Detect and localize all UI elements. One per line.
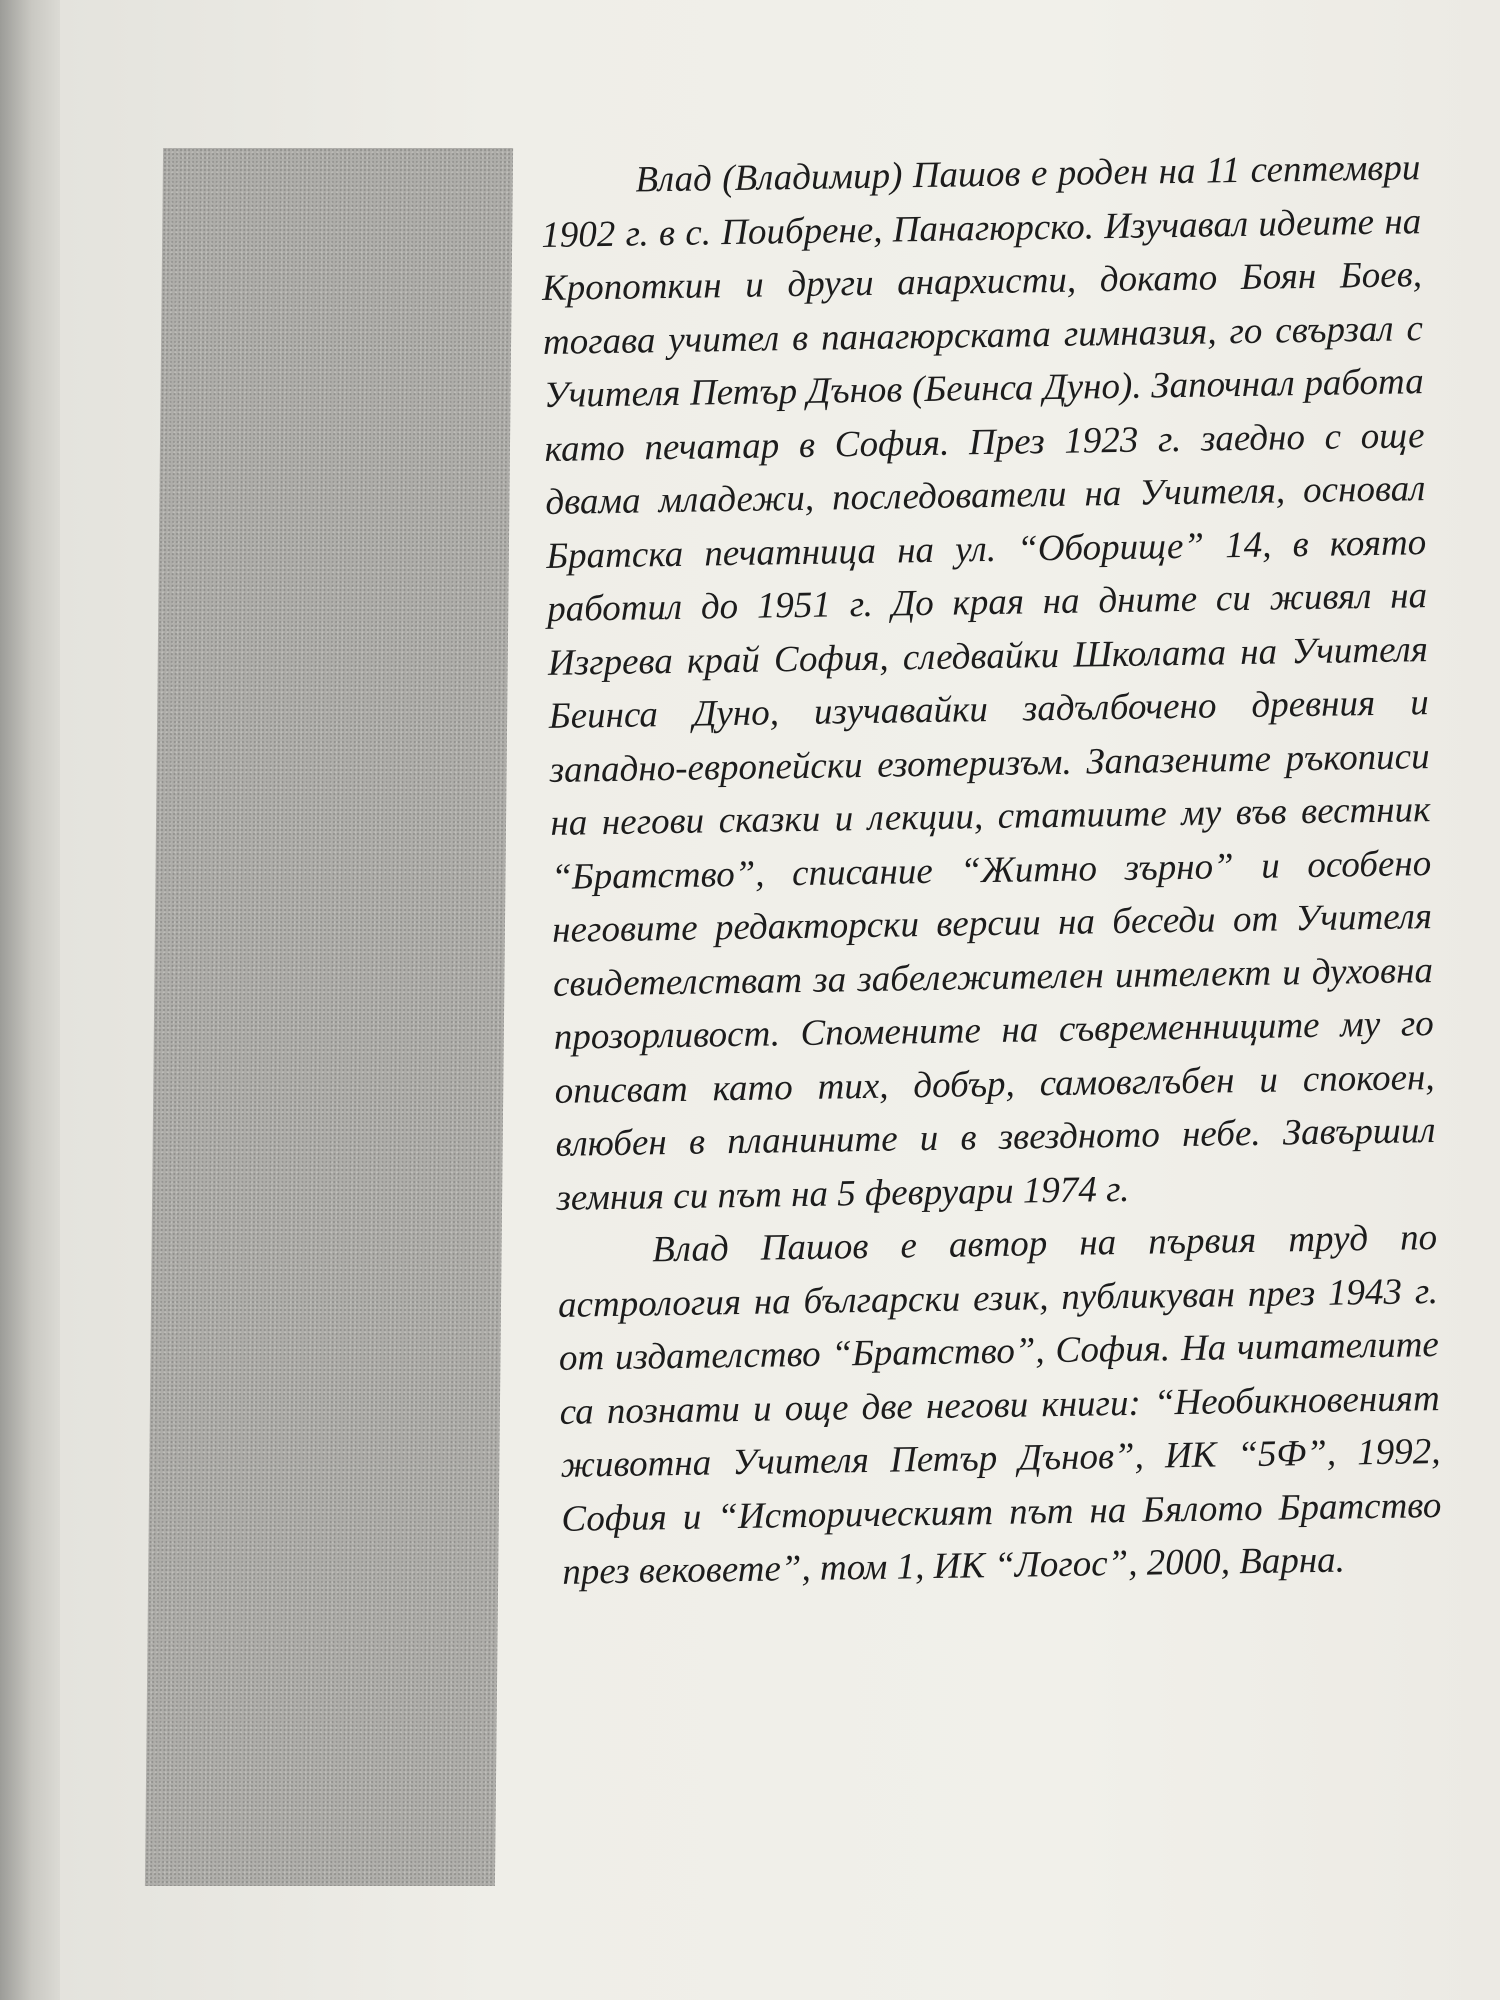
paragraph-works: Влад Пашов е автор на първия труд по астрология на български език, публикуван през 1943 г. от издателство “Братство”, София. На читателите са познати и още две негови книги: “Необикновеният животна Учителя Петър Дънов”, ИК “5Ф”, 1992, София и “Историческият път на Бялото Братство през вековете”, том 1, ИК “Логос”, 2000, Варна. <box>557 1217 1442 1593</box>
decorative-gray-bar <box>145 148 513 1886</box>
paragraph-biography: Влад (Владимир) Пашов е роден на 11 септември 1902 г. в с. Поибрене, Панагюрско. Изучавал идеите на Кропоткин и други анархисти, докато Боян Боев, тогава учител в панагюрската гимназия, го свързал с Учителя Петър Дънов (Беинса Дуно). Започнал работа като печатар в София. През 1923 г. заедно с още двама младежи, последователи на Учителя, основал Братска печатница на ул. “Оборище” 14, в която работил до 1951 г. До края на дните си живял на Изгрева край София, следвайки Школата на Учителя Беинса Дуно, изучавайки задълбочено древния и западно-европейски езотеризъм. Запазените ръкописи на негови сказки и лекции, статиите му във вестник “Братство”, списание “Житно зърно” и особено неговите редакторски версии на беседи от Учителя свидетелстват за забележителен интелект и духовна прозорливост. Спомените на съвременниците му го описват като тих, добър, самовглъбен и спокоен, влюбен в планините и в звездното небе. Завършил земния си път на 5 февруари 1974 г. <box>540 147 1436 1219</box>
biography-text <box>540 141 1443 1599</box>
